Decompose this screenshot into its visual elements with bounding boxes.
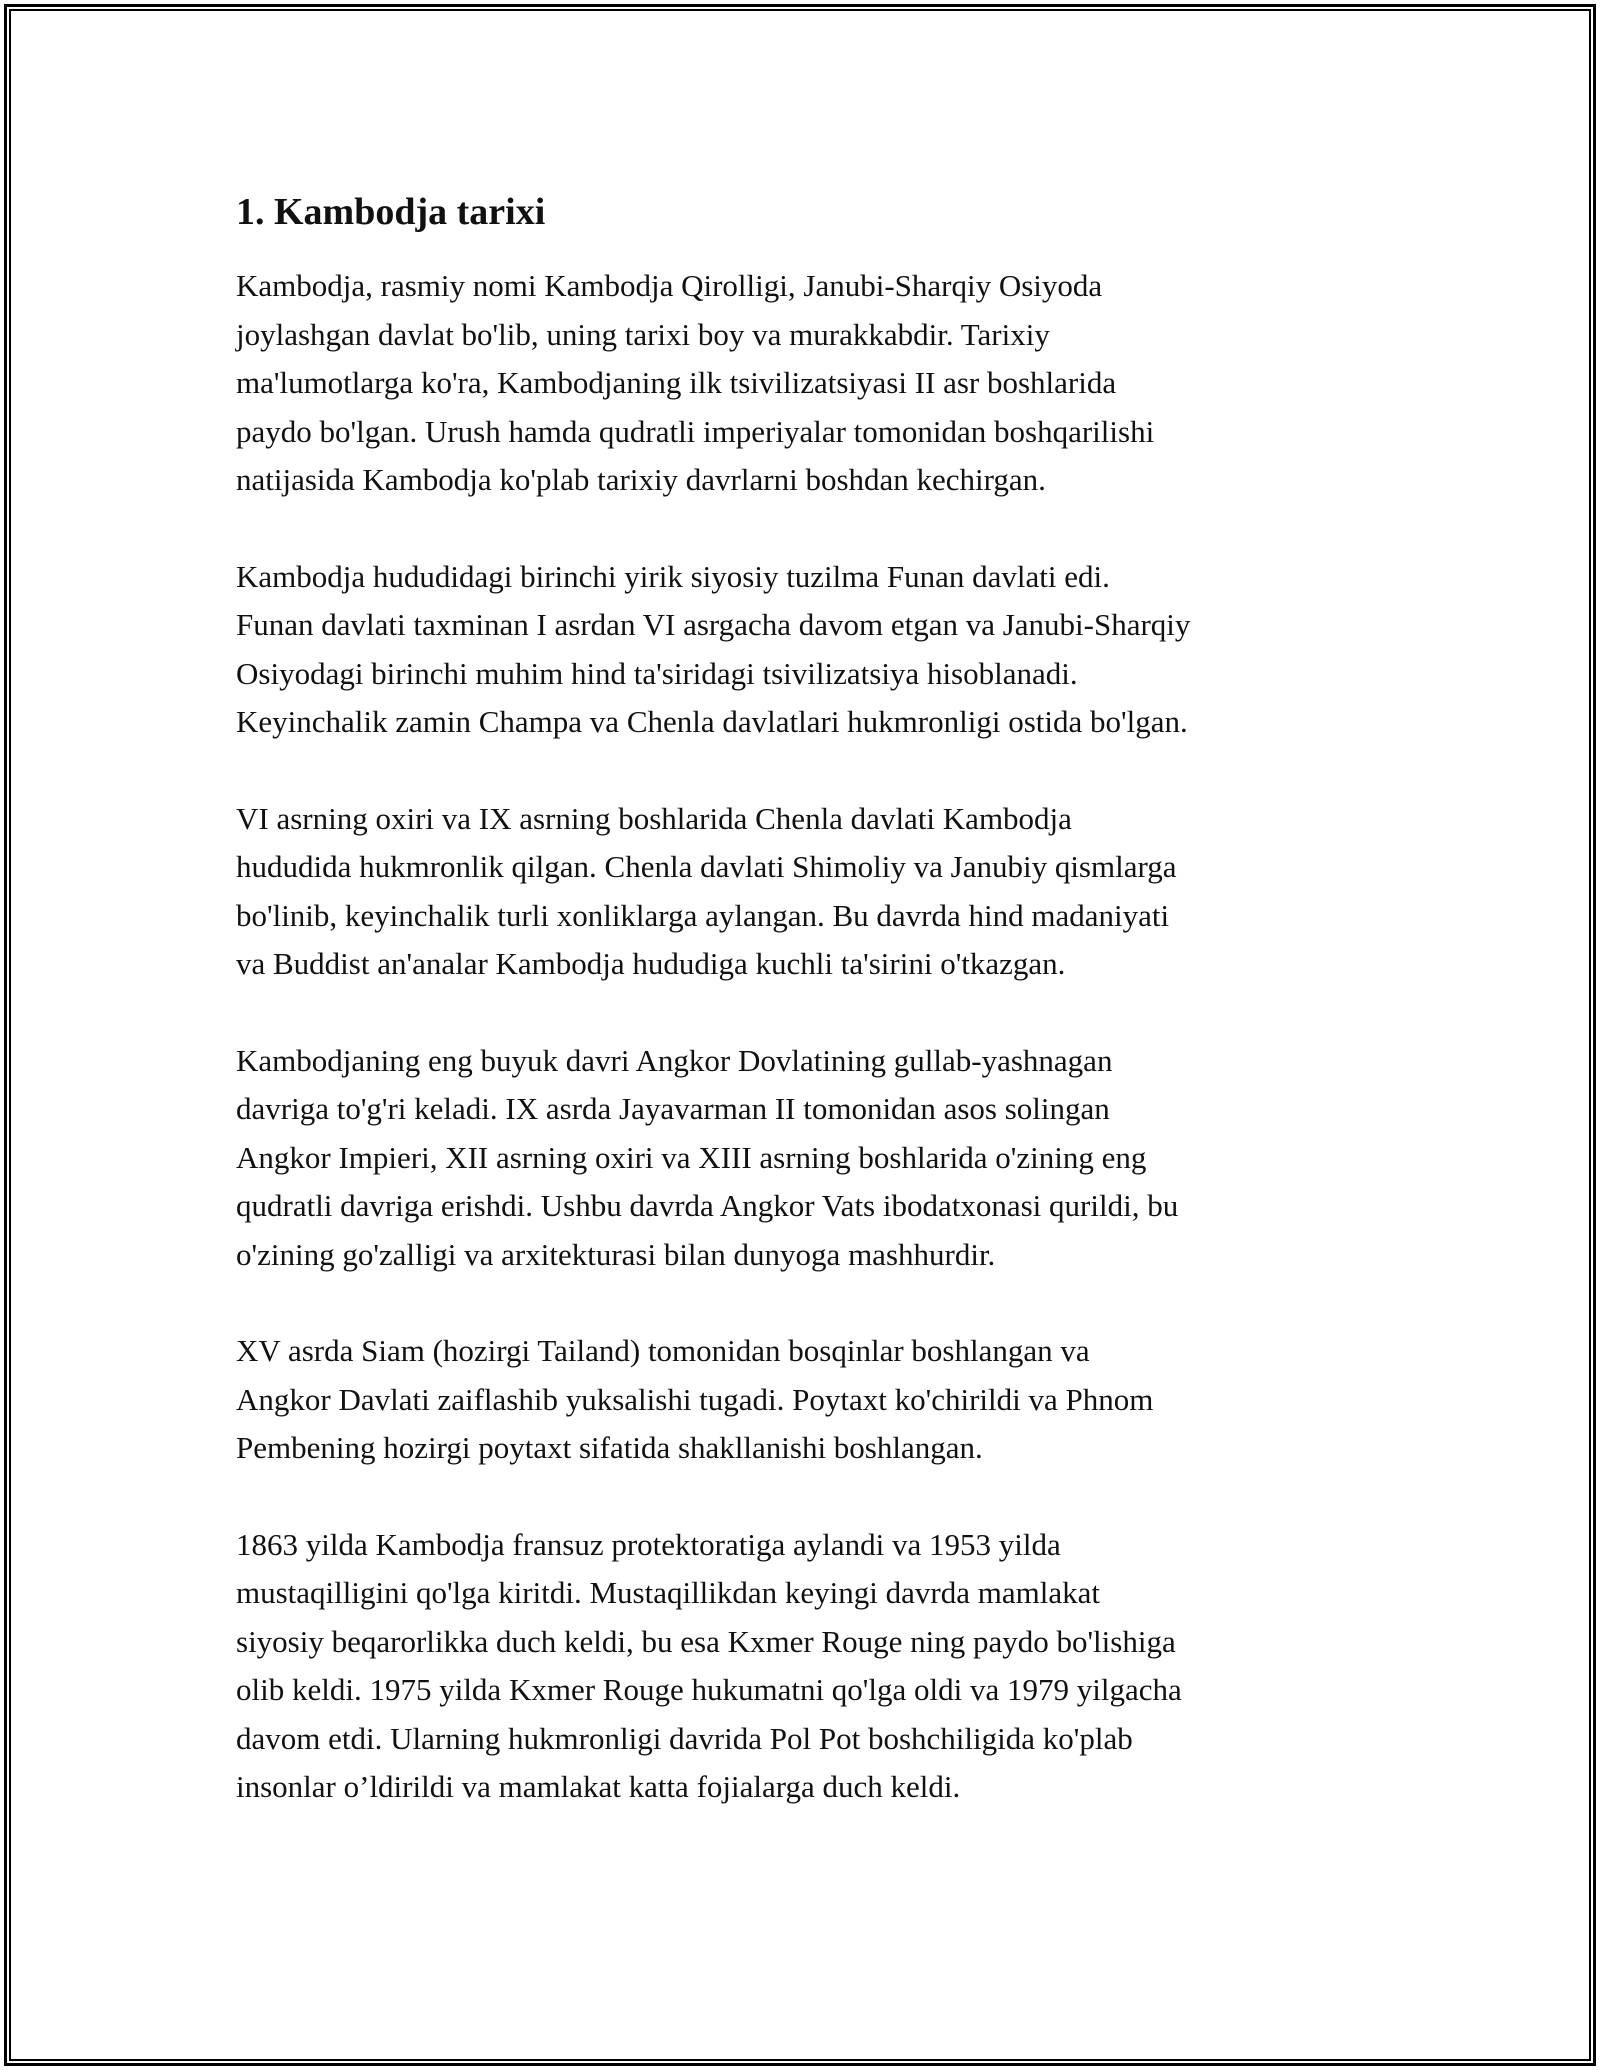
paragraph-1: Kambodja, rasmiy nomi Kambodja Qirolligi, Janubi-Sharqiy Osiyoda joylashgan davlat bo'lib, uning tarixi boy va murakkabdir. Tarixiy ma'lumotlarga ko'ra, Kambodjaning ilk tsivilizatsiyasi II asr boshlarida paydo bo'lgan. Urush hamda qudratli imperiyalar tomonidan boshqarilishi natijasida Kambodja ko'plab tarixiy davrlarni boshdan kechirgan. bbox=[236, 268, 1155, 497]
document-body bbox=[236, 188, 1386, 1860]
paragraph-3: VI asrning oxiri va IX asrning boshlarida Chenla davlati Kambodja hududida hukmronlik qilgan. Chenla davlati Shimoliy va Janubiy qismlarga bo'linib, keyinchalik turli xonliklarga aylangan. Bu davrda hind madaniyati va Buddist an'analar Kambodja hududiga kuchli ta'sirini o'tkazgan. bbox=[236, 800, 1177, 981]
paragraph-2: Kambodja hududidagi birinchi yirik siyosiy tuzilma Funan davlati edi. Funan davlati taxminan I asrdan VI asrgacha davom etgan va Janubi-Sharqiy Osiyodagi birinchi muhim hind ta'siridagi tsivilizatsiya hisoblanadi. Keyinchalik zamin Champa va Chenla davlatlari hukmronligi ostida bo'lgan. bbox=[236, 558, 1191, 739]
section-title: 1. Kambodja tarixi bbox=[236, 191, 546, 233]
paragraph-5: XV asrda Siam (hozirgi Tailand) tomonidan bosqinlar boshlangan va Angkor Davlati zaiflashib yuksalishi tugadi. Poytaxt ko'chirildi va Phnom Pembening hozirgi poytaxt sifatida shakllanishi boshlangan. bbox=[236, 1333, 1154, 1465]
paragraph-4: Kambodjaning eng buyuk davri Angkor Dovlatining gullab-yashnagan davriga to'g'ri keladi. IX asrda Jayavarman II tomonidan asos solingan Angkor Impieri, XII asrning oxiri va XIII asrning boshlarida o'zining eng qudratli davriga erishdi. Ushbu davrda Angkor Vats ibodatxonasi qurildi, bu o'zining go'zalligi va arxitekturasi bilan dunyoga mashhurdir. bbox=[236, 1042, 1179, 1272]
paragraph-6: 1863 yilda Kambodja fransuz protektoratiga aylandi va 1953 yilda mustaqilligini qo'lga kiritdi. Mustaqillikdan keyingi davrda mamlakat siyosiy beqarorlikka duch keldi, bu esa Kxmer Rouge ning paydo bo'lishiga olib keldi. 1975 yilda Kxmer Rouge hukumatni qo'lga oldi va 1979 yilgacha davom etdi. Ularning hukmronligi davrida Pol Pot boshchiligida ko'plab insonlar o’ldirildi va mamlakat katta fojialarga duch keldi. bbox=[236, 1526, 1182, 1804]
